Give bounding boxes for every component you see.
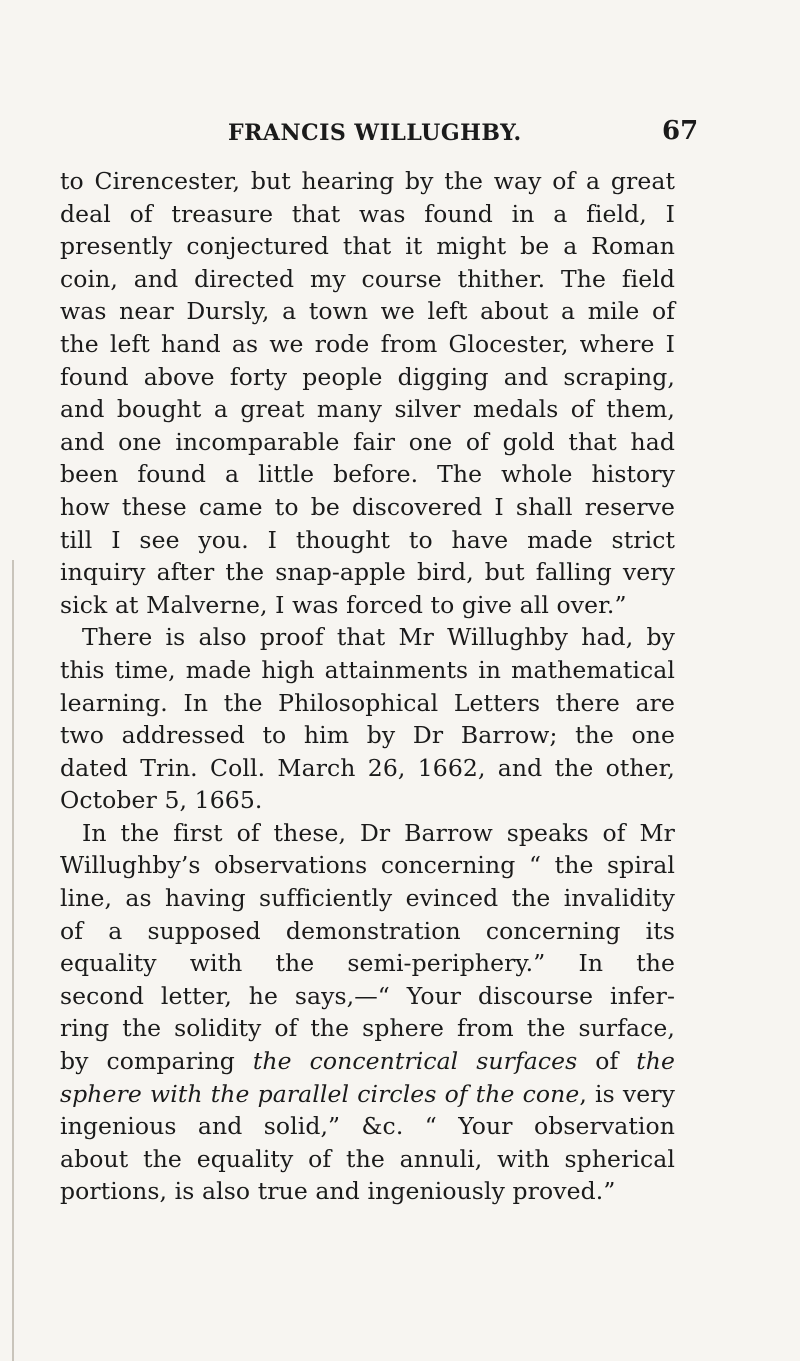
text-line: found above forty people digging and scraping, (60, 362, 675, 391)
text-line: of a supposed demonstration concerning its (60, 916, 675, 945)
text-line: was near Dursly, a town we left about a mile of (60, 297, 675, 326)
text-line: the left hand as we rode from Glocester, where I (60, 329, 675, 358)
page-number: 67 (662, 116, 699, 146)
running-title: FRANCIS WILLUGHBY. (228, 120, 522, 146)
text-line: till I see you. I thought to have made strict (60, 525, 675, 554)
text-line: presently conjectured that it might be a Roman (60, 232, 675, 261)
text-line: deal of treasure that was found in a field, I (60, 199, 675, 228)
text-line: dated Trin. Coll. March 26, 1662, and the other, (60, 753, 675, 782)
text-line: how these came to be discovered I shall reserve (60, 492, 675, 521)
text-line: coin, and directed my course thither. The field (60, 264, 675, 293)
text-line: portions, is also true and ingeniously proved.” (60, 1177, 616, 1206)
text-line: sick at Malverne, I was forced to give all over.” (60, 590, 627, 619)
text-line: inquiry after the snap-apple bird, but falling very (60, 558, 675, 587)
text-line: to Cirencester, but hearing by the way of a great (60, 167, 675, 195)
italic-phrase: the (636, 1047, 675, 1076)
text-line: second letter, he says,—“ Your discourse infer- (60, 981, 675, 1010)
text-line: this time, made high attainments in mathematical (60, 655, 675, 684)
text-line: ring the solidity of the sphere from the surface, (60, 1014, 675, 1043)
text-segment: , is very (579, 1079, 675, 1108)
text-line-with-italics (60, 1045, 675, 1078)
text-line-with-italics (60, 1078, 675, 1111)
text-line: learning. In the Philosophical Letters there are (60, 688, 675, 717)
text-line: line, as having sufficiently evinced the invalidity (60, 884, 675, 913)
text-line: ingenious and solid,” &c. “ Your observation (60, 1112, 675, 1141)
body-text (60, 165, 675, 1208)
text-line: October 5, 1665. (60, 786, 263, 815)
text-line: been found a little before. The whole history (60, 460, 675, 489)
italic-phrase: the concentrical surfaces (252, 1047, 578, 1076)
text-segment: by comparing (60, 1047, 253, 1076)
text-line: and bought a great many silver medals of them, (60, 395, 675, 424)
paragraph-start-line: In the first of these, Dr Barrow speaks of Mr (82, 818, 675, 847)
text-line: and one incomparable fair one of gold that had (60, 427, 675, 456)
italic-phrase: sphere with the parallel circles of the cone (60, 1079, 580, 1108)
text-segment: of (577, 1047, 637, 1076)
paragraph-start-line: There is also proof that Mr Willughby had, by (82, 623, 675, 652)
text-line: equality with the semi-periphery.” In the (60, 949, 675, 978)
text-line: about the equality of the annuli, with spherical (60, 1144, 675, 1173)
page-edge-line (12, 560, 14, 1361)
text-line: two addressed to him by Dr Barrow; the one (60, 721, 675, 750)
text-line: Willughby’s observations concerning “ the spiral (60, 851, 675, 880)
